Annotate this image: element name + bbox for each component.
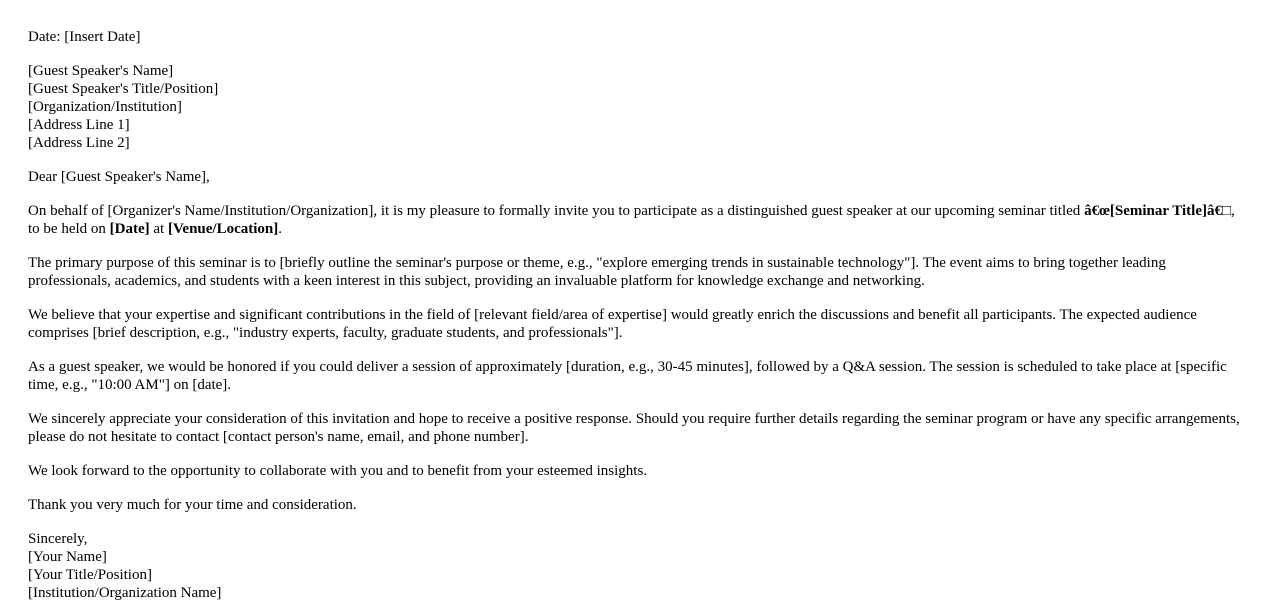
paragraph-invitation-text-3: at: [149, 221, 168, 237]
paragraph-invitation-text-4: .: [278, 221, 282, 237]
sender-name: [Your Name]: [28, 549, 107, 565]
seminar-venue: [Venue/Location]: [167, 221, 279, 237]
paragraph-expertise: We believe that your expertise and significant contributions in the field of [relevant field/area of expertise] would greatly enrich the discussions and benefit all participants. The expected audience comprises [brief description, e.g., "industry experts, faculty, graduate students, and professionals"].: [28, 307, 1197, 341]
closing-block: [28, 530, 1250, 602]
recipient-address-block: [28, 62, 1250, 152]
paragraph-invitation: [28, 202, 1250, 238]
recipient-organization: [Organization/Institution]: [28, 99, 182, 115]
recipient-title: [Guest Speaker's Title/Position]: [28, 81, 219, 97]
date-line: Date: [Insert Date]: [28, 29, 141, 45]
paragraph-look-forward: We look forward to the opportunity to collaborate with you and to benefit from your esteemed insights.: [28, 463, 648, 479]
sender-title: [Your Title/Position]: [28, 567, 152, 583]
paragraph-invitation-text-1: On behalf of [Organizer's Name/Institution/Organization], it is my pleasure to formally invite you to participate as a distinguished guest speaker at our upcoming seminar titled: [28, 203, 1085, 219]
seminar-title: â€œ[Seminar Title]â€□: [1084, 203, 1232, 219]
paragraph-contact: We sincerely appreciate your consideration of this invitation and hope to receive a positive response. Should you require further details regarding the seminar program or have any specific arrangements, please do not hesitate to contact [contact person's name, email, and phone number].: [28, 411, 1240, 445]
sender-institution: [Institution/Organization Name]: [28, 585, 222, 601]
recipient-name: [Guest Speaker's Name]: [28, 63, 174, 79]
seminar-date: [Date]: [109, 221, 150, 237]
salutation: Dear [Guest Speaker's Name],: [28, 169, 210, 185]
recipient-address-line-1: [Address Line 1]: [28, 117, 130, 133]
paragraph-purpose: The primary purpose of this seminar is to [briefly outline the seminar's purpose or theme, e.g., "explore emerging trends in sustainable technology"]. The event aims to bring together leading professionals, academics, and students with a keen interest in this subject, providing an invaluable platform for knowledge exchange and networking.: [28, 255, 1166, 289]
recipient-address-line-2: [Address Line 2]: [28, 135, 130, 151]
paragraph-session-details: As a guest speaker, we would be honored if you could deliver a session of approximately [duration, e.g., 30-45 minutes], followed by a Q&A session. The session is scheduled to take place at [specific time, e.g., "10:00 AM"] on [date].: [28, 359, 1227, 393]
paragraph-thanks: Thank you very much for your time and consideration.: [28, 497, 357, 513]
sign-off: Sincerely,: [28, 531, 88, 547]
paragraph-invitation-text-2: , to be held on: [28, 203, 1235, 237]
